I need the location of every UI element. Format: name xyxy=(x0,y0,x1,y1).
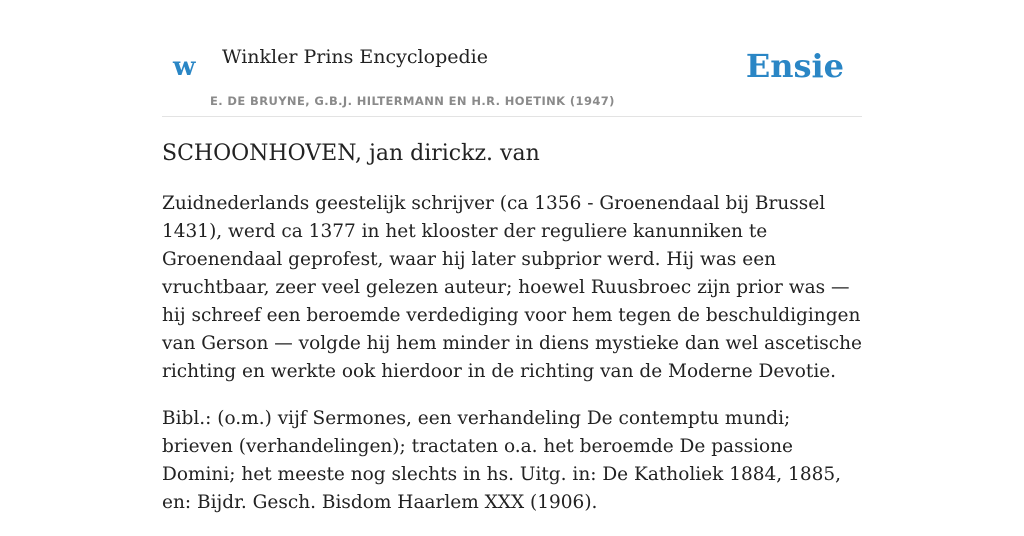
entry-title: SCHOONHOVEN, jan dirickz. van xyxy=(162,141,540,166)
ensie-logo-link[interactable]: Ensie xyxy=(745,47,844,85)
publication-logo-icon[interactable]: w xyxy=(173,52,196,82)
publication-title[interactable]: Winkler Prins Encyclopedie xyxy=(222,46,488,68)
bibliography-paragraph: Bibl.: (o.m.) vijf Sermones, een verhandeling De contemptu mundi; brieven (verhandelingen); tractaten o.a. het beroemde De passione Domini; het meeste nog slechts in hs. Uitg. in: De Katholiek 1884, 1885, en: Bijdr. Gesch. Bisdom Haarlem XXX (1906). xyxy=(162,408,842,513)
article-body xyxy=(162,138,862,536)
article-paragraph: Zuidnederlands geestelijk schrijver (ca 1356 - Groenendaal bij Brussel 1431), werd ca 1377 in het klooster der reguliere kanunniken te Groenendaal geprofest, waar hij later subprior werd. Hij was een vruchtbaar, zeer veel gelezen auteur; hoewel Ruusbroec zijn prior was — hij schreef een beroemde verdediging voor hem tegen de beschuldigingen van Gerson — volgde hij hem minder in diens mystieke dan wel ascetische richting en werkte ook hierdoor in de richting van de Moderne Devotie. xyxy=(162,193,862,382)
publication-authors: E. DE BRUYNE, G.B.J. HILTERMANN EN H.R. HOETINK (1947) xyxy=(210,94,615,108)
site-header xyxy=(162,40,862,117)
